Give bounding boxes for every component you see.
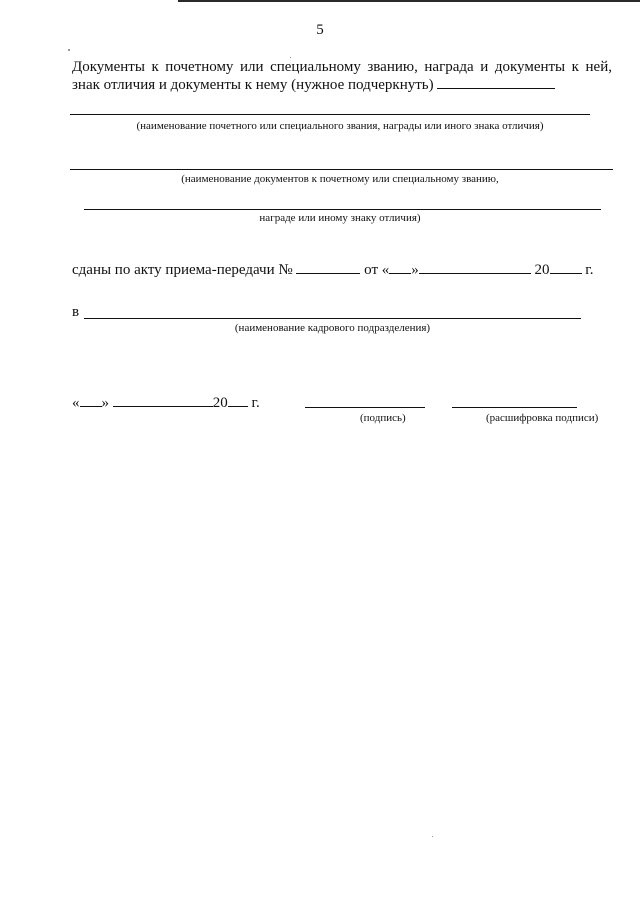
handover-month-field[interactable] — [419, 261, 531, 274]
to-unit-prefix: в — [72, 304, 80, 320]
date-open-quote: « — [72, 395, 80, 411]
signature-field[interactable] — [305, 407, 425, 408]
handover-text: сданы по акту приема-передачи № — [72, 262, 293, 278]
intro-paragraph — [72, 58, 612, 94]
signature-caption: (подпись) — [360, 412, 406, 424]
hr-unit-caption: (наименование кадрового подразделения) — [234, 322, 431, 334]
act-number-field[interactable] — [296, 261, 360, 274]
signature-decode-caption: (расшифровка подписи) — [486, 412, 599, 424]
scan-speck — [290, 57, 291, 58]
date-line — [72, 394, 260, 412]
scan-speck — [68, 49, 70, 51]
scan-speck — [432, 836, 433, 837]
intro-blank[interactable] — [437, 76, 555, 89]
handover-day-field[interactable] — [389, 261, 411, 274]
award-name-field[interactable] — [70, 114, 590, 115]
documents-name-field-2[interactable] — [84, 209, 601, 210]
signature-decode-field[interactable] — [452, 407, 577, 408]
hr-unit-field[interactable] — [84, 318, 581, 319]
handover-from: от « — [364, 262, 390, 278]
date-close-quote: » — [101, 395, 109, 411]
award-name-caption: (наименование почетного или специального звания, награды или иного знака отличия) — [136, 120, 544, 132]
date-day-field[interactable] — [80, 394, 102, 407]
handover-year-suffix: г. — [585, 262, 594, 278]
page-number: 5 — [316, 22, 324, 38]
date-year-prefix: 20 — [212, 395, 228, 411]
handover-line — [72, 261, 594, 279]
documents-name-caption-1: (наименование документов к почетному или специальному званию, — [181, 173, 499, 185]
handover-year-prefix: 20 — [534, 262, 550, 278]
date-year-field[interactable] — [228, 394, 248, 407]
intro-text: Документы к почетному или специальному званию, награда и документы к ней, знак отличия и документы к нему (нужное подчеркнуть) — [72, 59, 612, 93]
handover-quote-close: » — [411, 262, 419, 278]
documents-name-field[interactable] — [70, 169, 613, 170]
handover-year-field[interactable] — [550, 261, 582, 274]
documents-name-caption-2: награде или иному знаку отличия) — [259, 212, 421, 224]
top-edge-line — [178, 0, 640, 2]
date-year-suffix: г. — [251, 395, 260, 411]
date-month-field[interactable] — [113, 394, 213, 407]
